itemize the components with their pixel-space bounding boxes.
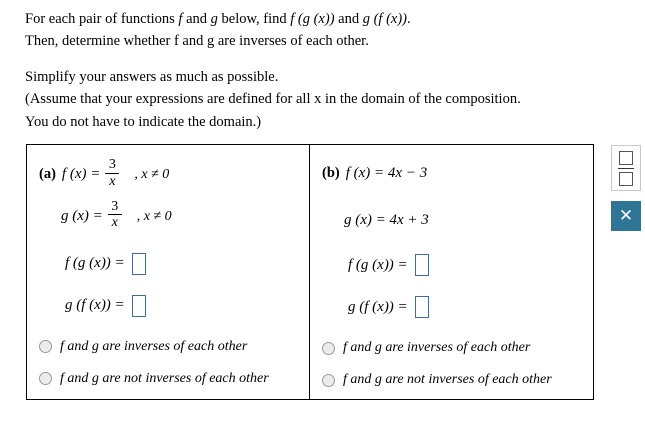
instruction-line-2: Then, determine whether f and g are inverses of each other. — [25, 33, 369, 50]
instruction-line-4: (Assume that your expressions are defined for all x in the domain of the composition. — [25, 91, 521, 108]
problem-a-g-numerator: 3 — [111, 198, 119, 214]
math-tool-panel — [611, 145, 641, 231]
instruction-g: g — [210, 11, 218, 27]
problem-a-gf-row — [39, 295, 297, 317]
problem-a-g-fraction — [108, 200, 122, 232]
problem-a-f-definition — [39, 159, 297, 191]
problem-a-f-fraction — [105, 158, 119, 190]
problem-b-fg-label: f (g (x)) = — [348, 256, 408, 273]
problem-b-gf-label: g (f (x)) = — [348, 298, 408, 315]
problem-a-g-condition: , x ≠ 0 — [136, 208, 172, 224]
problem-a-f-numerator: 3 — [108, 157, 116, 172]
instruction-line-1-part1: For each pair of functions — [25, 11, 179, 27]
problem-b-choice-not-inverse[interactable] — [322, 372, 581, 388]
instruction-f: f — [178, 11, 183, 27]
problem-b — [310, 145, 593, 399]
problem-b-gf-input[interactable] — [415, 296, 429, 318]
problem-b-g-line: g (x) = 4x + 3 — [344, 212, 429, 228]
problem-a-f-condition: , x ≠ 0 — [134, 166, 170, 182]
problem-a-g-prefix: g (x) = — [61, 208, 103, 225]
radio-icon[interactable] — [39, 340, 52, 353]
problem-a-g-definition — [39, 198, 297, 233]
fraction-bar-icon — [618, 168, 634, 169]
problem-b-choice-inverse[interactable] — [322, 340, 581, 356]
instruction-line-1-part3: and — [334, 11, 363, 27]
instruction-line-1-part2: below, find — [217, 11, 291, 27]
choice-emphasis: not — [124, 370, 142, 386]
problem-b-fg-row — [322, 254, 581, 276]
problem-b-label: (b) — [322, 165, 340, 181]
problem-a-choice-inverse[interactable] — [39, 339, 297, 355]
radio-icon[interactable] — [39, 372, 52, 385]
problem-a-f-denominator: x — [109, 173, 116, 189]
problem-a-gf-label: g (f (x)) = — [65, 297, 125, 314]
problem-a-fg-row — [39, 253, 297, 275]
problem-a-fg-input[interactable] — [132, 253, 146, 275]
problem-a-choice-inverse-label: f and g are inverses of each other — [60, 338, 248, 354]
problem-a-fg-label: f (g (x)) = — [65, 255, 125, 272]
problem-a-label: (a) — [39, 166, 56, 183]
problem-a-f-prefix: f (x) = — [61, 166, 101, 183]
instruction-and-1: and — [182, 11, 211, 27]
problem-a — [27, 145, 310, 399]
problem-a-choice-not-inverse-label — [60, 371, 269, 387]
instructions-block — [25, 8, 625, 133]
radio-icon[interactable] — [322, 342, 335, 355]
problem-b-f-line: f (x) = 4x − 3 — [345, 165, 428, 181]
instruction-line-1-end: . — [407, 11, 411, 27]
numerator-placeholder-icon — [619, 151, 633, 165]
problem-b-f-definition — [322, 165, 581, 182]
instruction-spacer — [25, 53, 625, 66]
problem-b-g-definition — [322, 212, 581, 229]
instruction-line-5: You do not have to indicate the domain.) — [25, 113, 262, 130]
instruction-composition-fg: f (g (x)) — [290, 11, 335, 27]
instruction-line-3: Simplify your answers as much as possible. — [25, 68, 279, 85]
problem-b-gf-row — [322, 296, 581, 318]
choice-emphasis: not — [407, 372, 425, 387]
problem-a-choice-not-inverse[interactable] — [39, 371, 297, 387]
problem-a-gf-input[interactable] — [132, 295, 146, 317]
choice-post: inverses of each other — [141, 370, 269, 386]
problem-a-g-denominator: x — [111, 215, 118, 231]
fraction-template-icon[interactable] — [611, 145, 641, 191]
instruction-composition-gf: g (f (x)) — [362, 11, 407, 27]
problem-b-choice-not-inverse-label — [343, 372, 552, 388]
choice-post: inverses of each other — [424, 372, 552, 387]
radio-icon[interactable] — [322, 374, 335, 387]
problem-b-choice-inverse-label: f and g are inverses of each other — [343, 340, 531, 355]
instruction-line-1 — [25, 8, 625, 30]
problem-container — [26, 144, 594, 400]
denominator-placeholder-icon — [619, 172, 633, 186]
problem-b-fg-input[interactable] — [415, 254, 429, 276]
close-button[interactable]: ✕ — [611, 201, 641, 231]
choice-pre: f and g are — [343, 372, 408, 387]
choice-pre: f and g are — [60, 370, 125, 386]
